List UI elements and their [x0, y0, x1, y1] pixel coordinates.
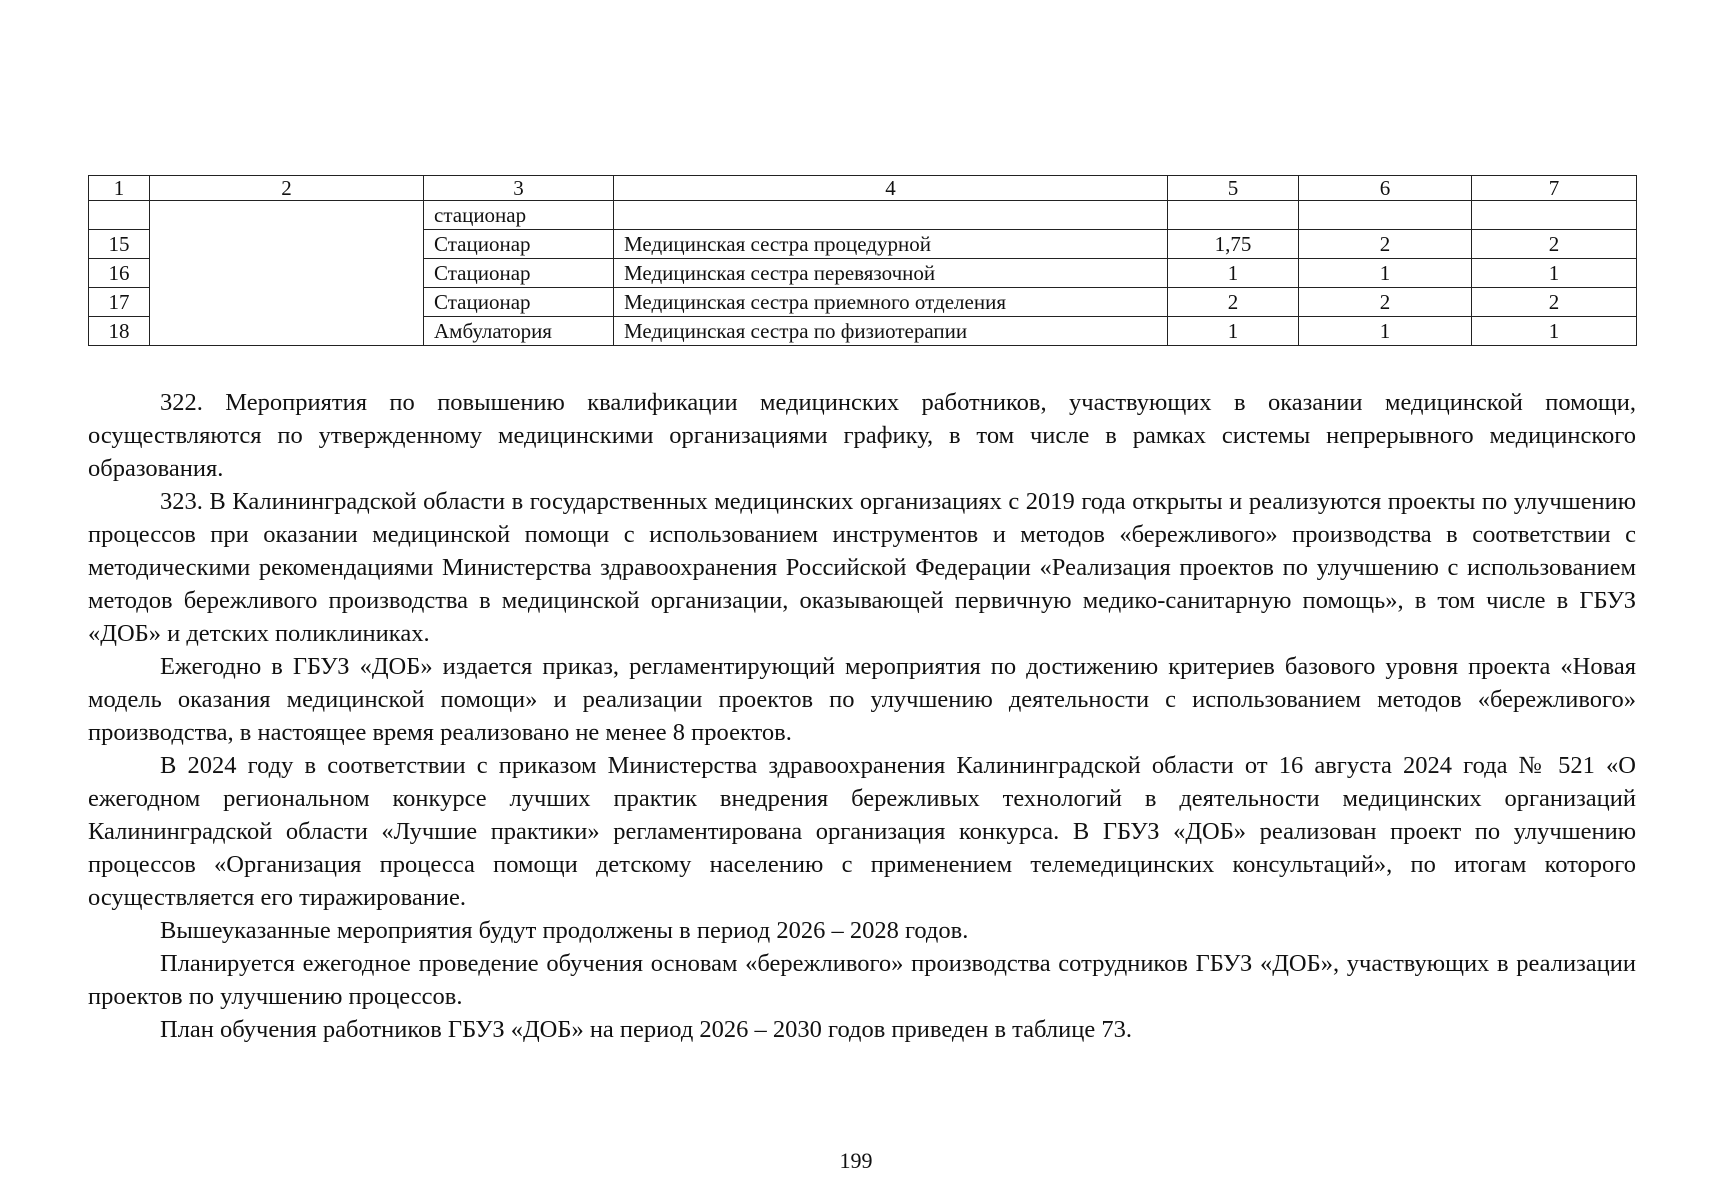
row-number: 18 [89, 317, 150, 346]
page-number: 199 [839, 1148, 873, 1173]
value-col6: 2 [1299, 288, 1472, 317]
value-col7: 1 [1472, 317, 1637, 346]
paragraph-323: 323. В Калининградской области в государственных медицинских организациях с 2019 года открыты и реализуются проекты по улучшению процессов при оказании медицинской помощи с использованием инструментов и методов «бережливого» производства в соответствии с методическими рекомендациями Министерства здравоохранения Российской Федерации «Реализация проектов по улучшению с использованием методов бережливого производства в медицинской организации, оказывающей первичную медико-санитарную помощь», в том числе в ГБУЗ «ДОБ» и детских поликлиниках. [88, 488, 1636, 647]
value-col7: 2 [1472, 288, 1637, 317]
paragraph: План обучения работников ГБУЗ «ДОБ» на период 2026 – 2030 годов приведен в таблице 73. [160, 1016, 1132, 1043]
paragraph: Планируется ежегодное проведение обучения основам «бережливого» производства сотрудников ГБУЗ «ДОБ», участвующих в реализации проектов по улучшению процессов. [88, 950, 1636, 1010]
care-type: стационар [424, 201, 614, 230]
care-type: Стационар [424, 259, 614, 288]
value-col6: 1 [1299, 317, 1472, 346]
body-text [88, 386, 1636, 1046]
position: Медицинская сестра перевязочной [614, 259, 1168, 288]
header-cell: 1 [89, 176, 150, 201]
value-col7: 2 [1472, 230, 1637, 259]
header-cell: 4 [614, 176, 1168, 201]
value-col7: 1 [1472, 259, 1637, 288]
header-cell: 7 [1472, 176, 1637, 201]
header-cell: 3 [424, 176, 614, 201]
value-col5: 1 [1168, 259, 1299, 288]
paragraph-322: 322. Мероприятия по повышению квалификации медицинских работников, участвующих в оказании медицинской помощи, осуществляются по утвержденному медицинскими организациями графику, в том числе в рамках системы непрерывного медицинского образования. [88, 389, 1636, 482]
row-number: 16 [89, 259, 150, 288]
header-cell: 2 [150, 176, 424, 201]
value-col5 [1168, 201, 1299, 230]
value-col7 [1472, 201, 1637, 230]
row-number [89, 201, 150, 230]
table-row [89, 201, 1637, 230]
value-col6: 1 [1299, 259, 1472, 288]
row-number: 15 [89, 230, 150, 259]
care-type: Стационар [424, 288, 614, 317]
position: Медицинская сестра приемного отделения [614, 288, 1168, 317]
position: Медицинская сестра процедурной [614, 230, 1168, 259]
value-col5: 1 [1168, 317, 1299, 346]
value-col5: 2 [1168, 288, 1299, 317]
table-header-row [89, 176, 1637, 201]
value-col5: 1,75 [1168, 230, 1299, 259]
header-cell: 6 [1299, 176, 1472, 201]
care-type: Стационар [424, 230, 614, 259]
position: Медицинская сестра по физиотерапии [614, 317, 1168, 346]
row-number: 17 [89, 288, 150, 317]
paragraph: Ежегодно в ГБУЗ «ДОБ» издается приказ, регламентирующий мероприятия по достижению критериев базового уровня проекта «Новая модель оказания медицинской помощи» и реализации проектов по улучшению деятельности с использованием методов «бережливого» производства, в настоящее время реализовано не менее 8 проектов. [88, 653, 1636, 746]
merged-cell [150, 201, 424, 346]
paragraph: Вышеуказанные мероприятия будут продолжены в период 2026 – 2028 годов. [160, 917, 969, 944]
staffing-table [88, 175, 1637, 346]
care-type: Амбулатория [424, 317, 614, 346]
paragraph: В 2024 году в соответствии с приказом Министерства здравоохранения Калининградской области от 16 августа 2024 года № 521 «О ежегодном региональном конкурсе лучших практик внедрения бережливых технологий в деятельности медицинских организаций Калининградской области «Лучшие практики» регламентирована организация конкурса. В ГБУЗ «ДОБ» реализован проект по улучшению процессов «Организация процесса помощи детскому населению с применением телемедицинских консультаций», по итогам которого осуществляется его тиражирование. [88, 752, 1636, 911]
header-cell: 5 [1168, 176, 1299, 201]
value-col6 [1299, 201, 1472, 230]
value-col6: 2 [1299, 230, 1472, 259]
position [614, 201, 1168, 230]
